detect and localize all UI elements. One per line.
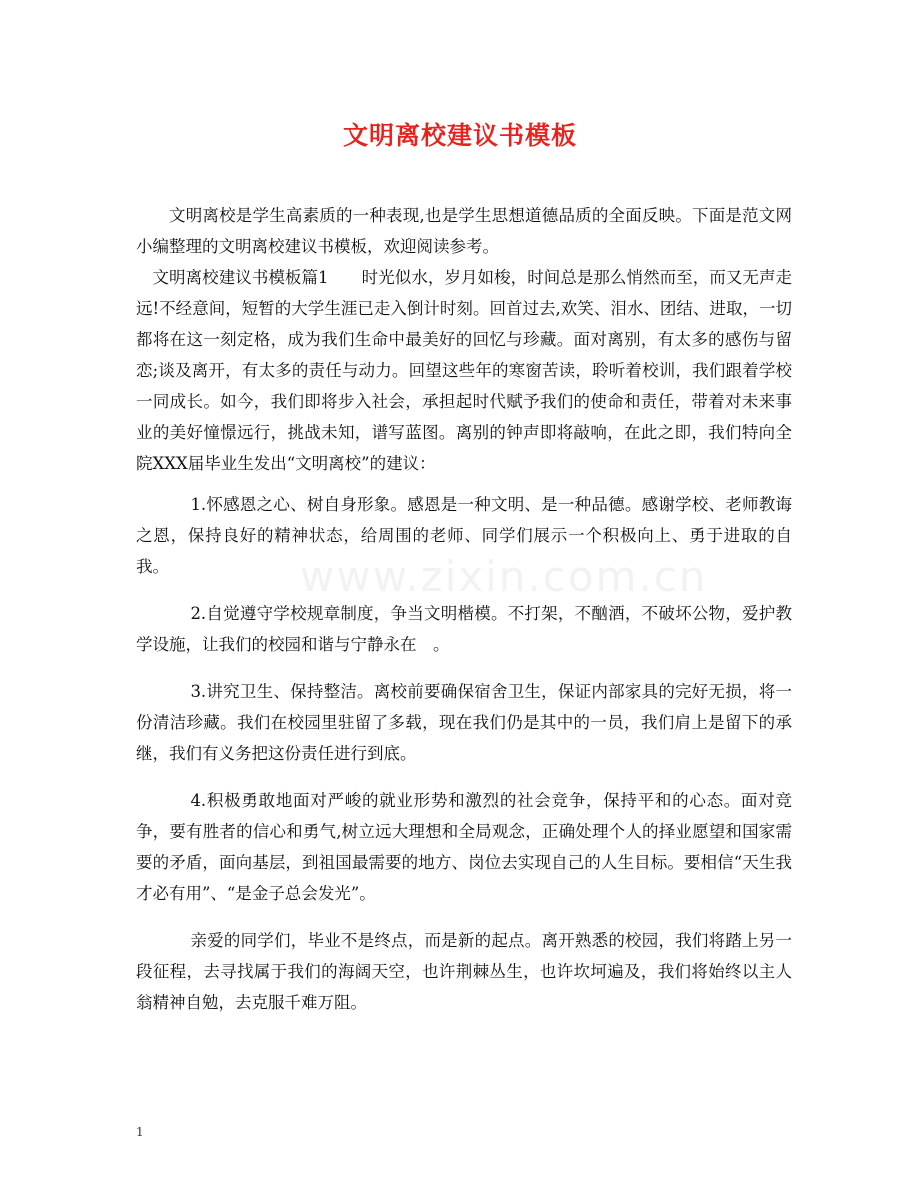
suggestion-item-1: 1.怀感恩之心、树自身形象。感恩是一种文明、是一种品德。感谢学校、老师教诲之恩，保持良好的精神状态，给周围的老师、同学们展示一个积极向上、勇于进取的自我。: [136, 495, 792, 576]
closing-paragraph: 亲爱的同学们，毕业不是终点，而是新的起点。离开熟悉的校园，我们将踏上另一段征程，去寻找属于我们的海阔天空，也许荆棘丛生，也许坎坷遍及，我们将始终以主人翁精神自勉，去克服千难万阻。: [136, 931, 792, 1012]
watermark: www.zixin.com.cn: [300, 552, 708, 601]
suggestion-item-2: 2.自觉遵守学校规章制度，争当文明楷模。不打架，不酗酒，不破坏公物，爱护教学设施，让我们的校园和谐与宁静永在 。: [136, 604, 792, 654]
suggestion-item-4: 4.积极勇敢地面对严峻的就业形势和激烈的社会竞争，保持平和的心态。面对竞争，要有胜者的信心和勇气,树立远大理想和全局观念，正确处理个人的择业愿望和国家需要的矛盾，面向基层，到祖国最需要的地方、岗位去实现自己的人生目标。要相信“天生我才必有用”、“是金子总会发光”。: [136, 791, 792, 903]
intro-paragraph: 文明离校是学生高素质的一种表现,也是学生思想道德品质的全面反映。下面是范文网小编整理的文明离校建议书模板，欢迎阅读参考。: [136, 206, 792, 256]
document-body: [136, 200, 792, 1034]
template-paragraph-1: 文明离校建议书模板篇1 时光似水，岁月如梭，时间总是那么悄然而至，而又无声走远!不经意间，短暂的大学生涯已走入倒计时刻。回首过去,欢笑、泪水、团结、进取，一切都将在这一刻定格，成为我们生命中最美好的回忆与珍藏。面对离别，有太多的感伤与留恋;谈及离开，有太多的责任与动力。回望这些年的寒窗苦读，聆听着校训，我们跟着学校一同成长。如今，我们即将步入社会，承担起时代赋予我们的使命和责任，带着对未来事业的美好憧憬远行，挑战未知，谱写蓝图。离别的钟声即将敲响，在此之即，我们特向全院XXX届毕业生发出“文明离校”的建议：: [136, 268, 792, 473]
document-title: 文明离校建议书模板: [342, 121, 577, 150]
page-number: 1: [136, 1125, 144, 1139]
suggestion-item-3: 3.讲究卫生、保持整洁。离校前要确保宿舍卫生，保证内部家具的完好无损，将一份清洁珍藏。我们在校园里驻留了多载，现在我们仍是其中的一员，我们肩上是留下的承继，我们有义务把这份责任进行到底。: [136, 682, 792, 763]
